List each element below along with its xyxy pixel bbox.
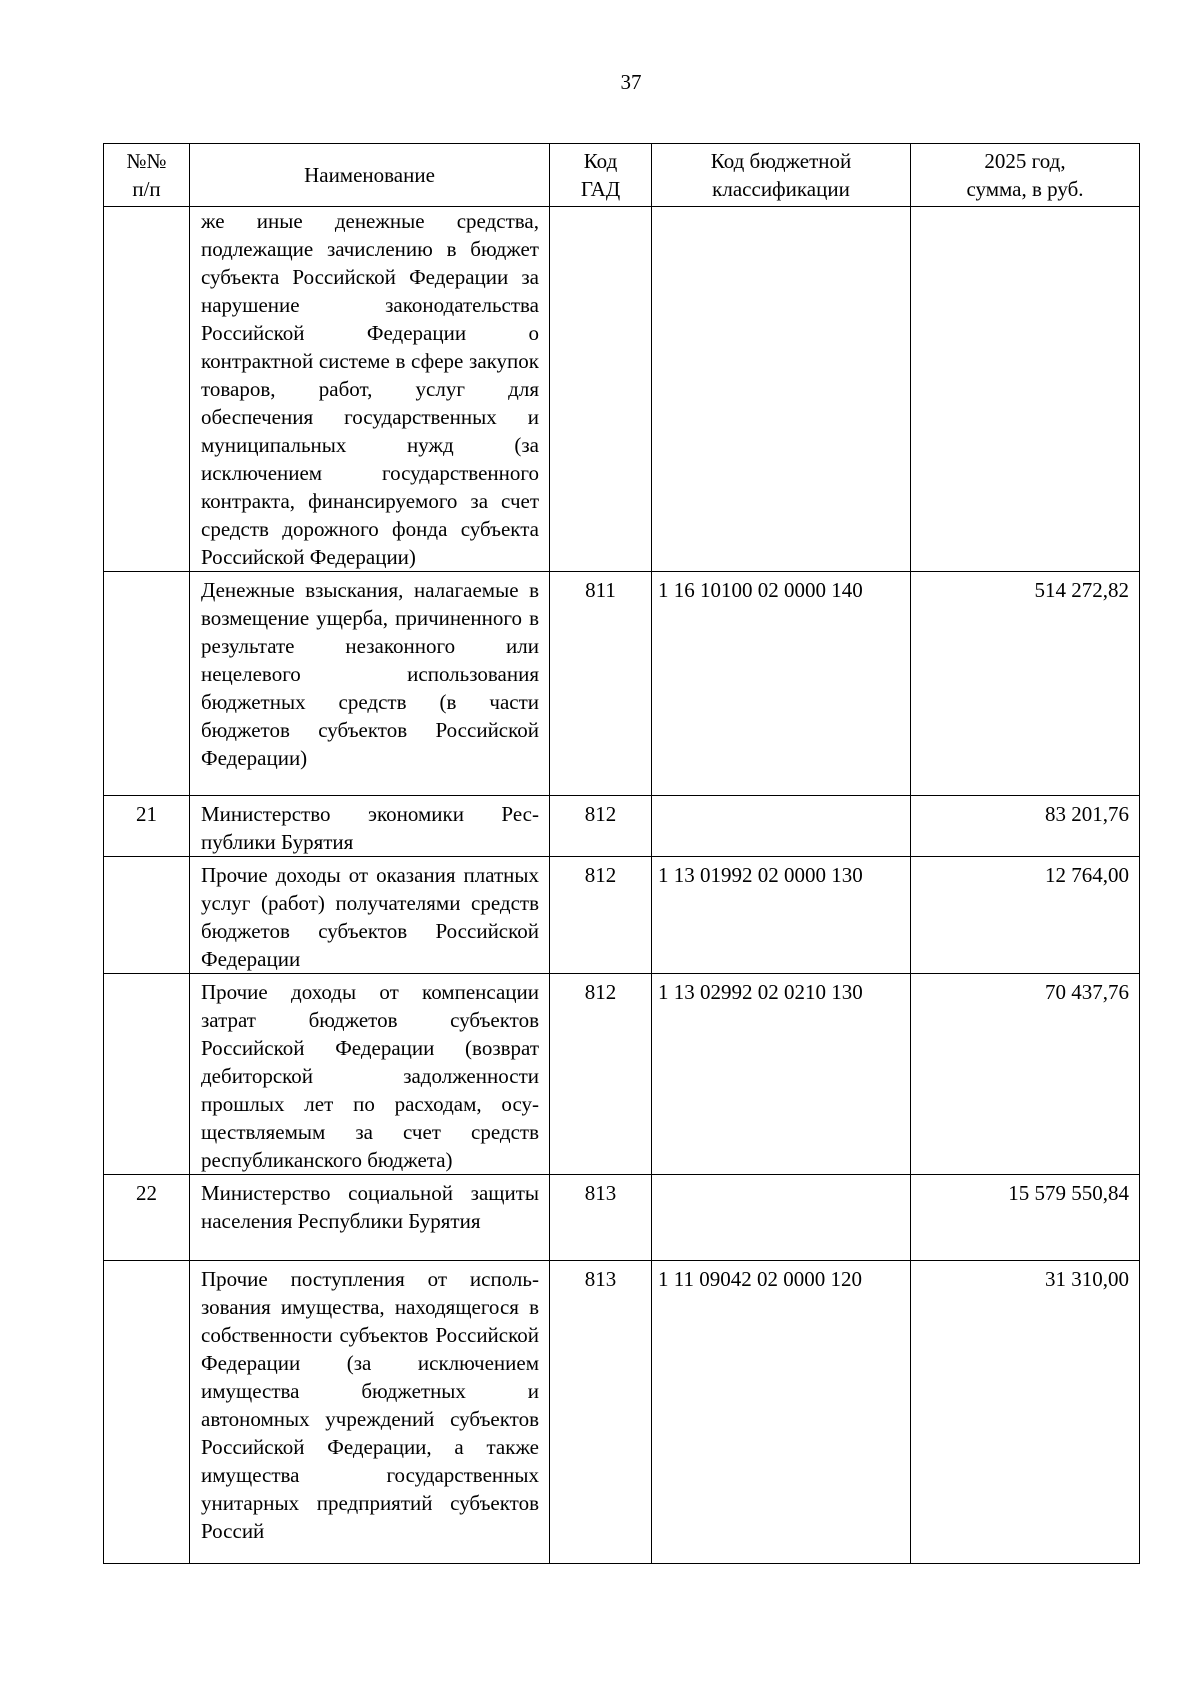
row-name: Прочие поступления от использования имущества, находящегося в собственности субъектов Российской Федерации (за исключением имущества бюджетных и автономных учреждений субъектов Российской Федерации, а также имущества государственных унитарных предприятий субъектов Россий [190,1261,550,1564]
row-num [104,857,190,974]
row-sum [911,207,1140,572]
row-code: 1 16 10100 02 0000 140 [652,572,911,796]
budget-table [103,143,1140,1564]
row-num: 21 [104,796,190,857]
row-sum: 83 201,76 [911,796,1140,857]
table-body [104,207,1140,1564]
table-row [104,857,1140,974]
row-num [104,572,190,796]
header-gad: Код ГАД [550,144,652,207]
row-name: Денежные взыскания, налагаемые в возмещение ущерба, причиненного в результате незаконного или нецелевого использования бюджетных средств (в части бюджетов субъектов Российской Федерации) [190,572,550,796]
row-gad: 812 [550,857,652,974]
row-sum: 12 764,00 [911,857,1140,974]
row-code [652,1175,911,1261]
row-gad: 813 [550,1261,652,1564]
page-number: 37 [620,70,642,94]
row-code: 1 13 01992 02 0000 130 [652,857,911,974]
row-gad [550,207,652,572]
row-name: же иные денежные средства, подлежащие зачислению в бюджет субъекта Российской Федерации за нарушение законодательства Российской Федерации о контрактной системе в сфере закупок товаров, работ, услуг для обеспечения государственных и муниципальных нужд (за исключением государственного контракта, финансируемого за счет средств дорожного фонда субъекта Российской Федерации) [190,207,550,572]
table-row [104,1175,1140,1261]
header-code: Код бюджетной классификации [652,144,911,207]
row-gad: 811 [550,572,652,796]
header-num: №№ п/п [104,144,190,207]
table-header [104,144,1140,207]
row-sum: 514 272,82 [911,572,1140,796]
row-code [652,207,911,572]
row-sum: 31 310,00 [911,1261,1140,1564]
row-gad: 813 [550,1175,652,1261]
table-row [104,207,1140,572]
row-num: 22 [104,1175,190,1261]
table-row [104,796,1140,857]
row-code: 1 11 09042 02 0000 120 [652,1261,911,1564]
row-code [652,796,911,857]
row-name: Прочие доходы от компенсации затрат бюджетов субъектов Российской Федерации (возврат дебиторской задолженности прошлых лет по расходам, осуществляемым за счет средств республиканского бюджета) [190,974,550,1175]
header-row [104,144,1140,207]
row-code: 1 13 02992 02 0210 130 [652,974,911,1175]
row-num [104,974,190,1175]
row-gad: 812 [550,796,652,857]
row-name: Министерство экономики Республики Бурятия [190,796,550,857]
table-row [104,974,1140,1175]
header-name: Наименование [190,144,550,207]
row-gad: 812 [550,974,652,1175]
row-num [104,1261,190,1564]
row-name: Прочие доходы от оказания платных услуг (работ) получателями средств бюджетов субъектов Российской Федерации [190,857,550,974]
row-sum: 15 579 550,84 [911,1175,1140,1261]
row-sum: 70 437,76 [911,974,1140,1175]
row-num [104,207,190,572]
table-row [104,572,1140,796]
table-row [104,1261,1140,1564]
header-sum: 2025 год, сумма, в руб. [911,144,1140,207]
row-name: Министерство социальной защиты населения Республики Бурятия [190,1175,550,1261]
